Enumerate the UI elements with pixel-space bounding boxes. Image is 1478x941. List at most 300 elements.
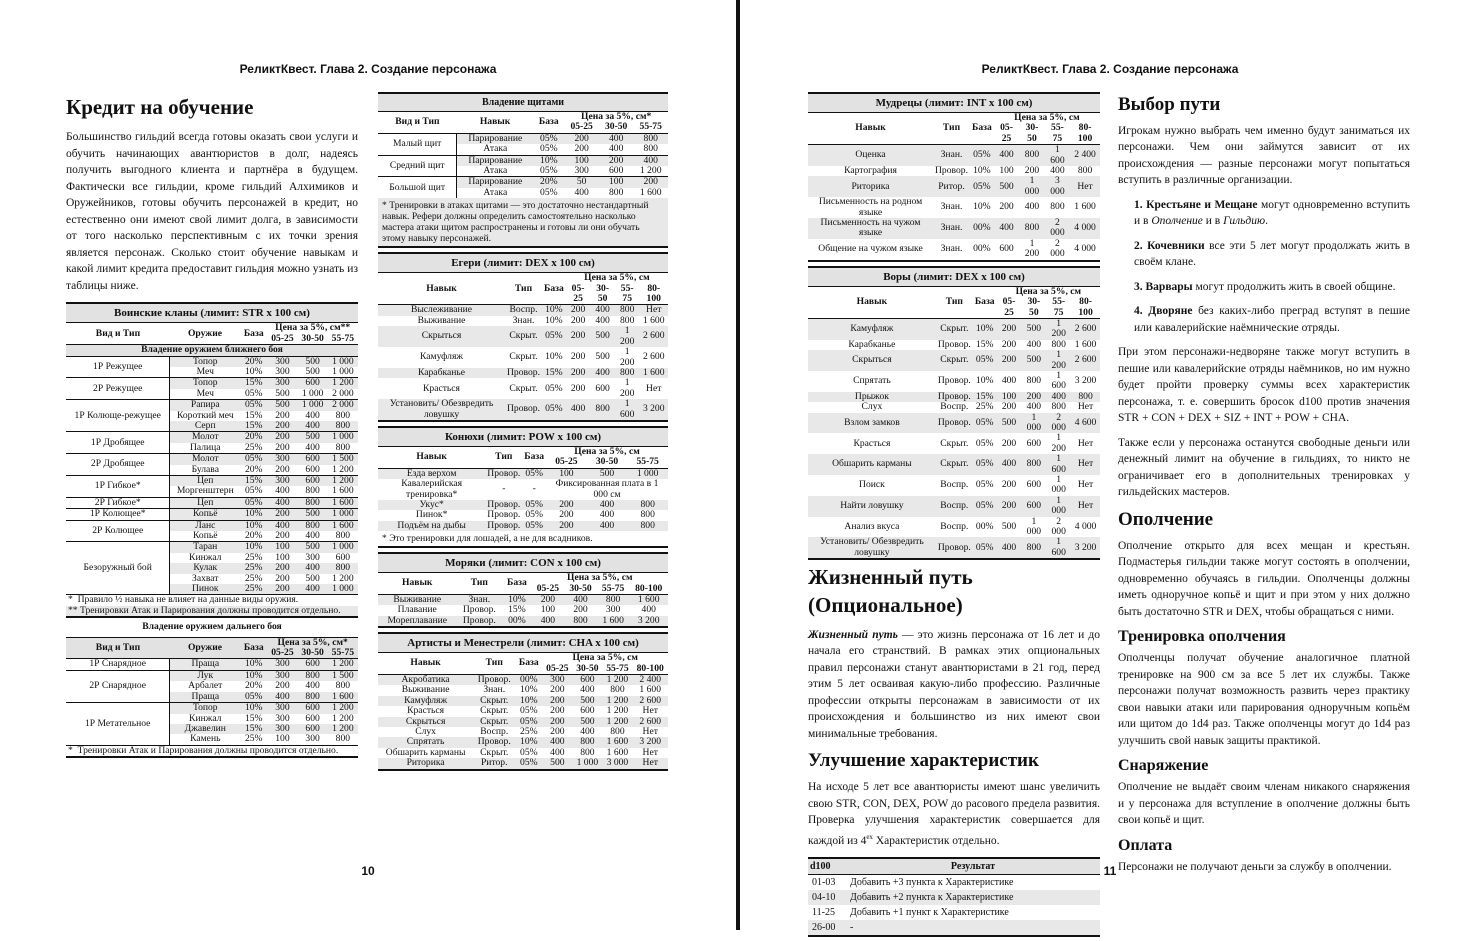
table-cell: Захват [192, 572, 219, 584]
table-row [808, 239, 1100, 260]
table-cell: 200 [275, 680, 290, 692]
table-header-cell: Навык [378, 447, 485, 468]
table-cell: 800 [335, 680, 351, 692]
table-cell: 500 [997, 413, 1022, 434]
table-cell: 00% [975, 520, 994, 532]
table-cell: 1 000 [572, 758, 602, 768]
table-cell: Знан. [512, 314, 535, 326]
table-cell: 400 [298, 421, 328, 432]
table-cell: Скрыт. [936, 454, 973, 475]
table-cell: 800 [335, 733, 351, 745]
left-page [0, 0, 736, 930]
table-cell: 1 000 [627, 468, 668, 479]
table-cell: 200 [564, 133, 599, 144]
table-cell: Провор. [935, 165, 968, 177]
table-cell: 400 [298, 563, 328, 573]
table-cell: 1 000 [1019, 176, 1044, 197]
sailors-caption: Моряки (лимит: CON x 100 см) [378, 552, 668, 573]
table-header-cell: Тип [505, 273, 542, 305]
table-cell: 15% [542, 368, 566, 378]
table-cell: 20% [533, 177, 564, 188]
table-cell: 15% [240, 475, 267, 486]
table-header-cell: 30-50 [564, 584, 597, 595]
pay-title: Оплата [1118, 836, 1173, 854]
table-cell: 200 [550, 684, 565, 696]
table-cell: Акробатика [378, 675, 473, 686]
table-cell: 600 [595, 382, 610, 394]
hunters-table [378, 252, 668, 422]
table-cell: 1 200 [328, 475, 358, 486]
table-header-cell: 55-75 [602, 664, 632, 675]
table-cell: Воспр. [940, 479, 969, 491]
table-cell: 800 [335, 409, 351, 421]
table-cell: Скрыт. [936, 350, 973, 371]
table-cell: 200 [267, 563, 297, 573]
table-cell: 15% [240, 724, 267, 734]
table-cell: 400 [574, 186, 589, 198]
table-row [808, 433, 1100, 454]
table-cell: 800 [1051, 338, 1066, 350]
table-cell: 800 [1051, 401, 1066, 413]
table-cell: Скрыт. [936, 318, 973, 339]
table-cell: Езда верхом [378, 468, 485, 479]
table-header-cell: 80-100 [639, 284, 668, 305]
pay-text: Персонажи не получают деньги за службу в ополчении. [1118, 860, 1392, 873]
table-row [66, 606, 358, 617]
table-cell: Скрыт. [509, 382, 538, 394]
sages-table [808, 92, 1100, 262]
table-cell: 20% [240, 356, 267, 367]
table-row [808, 413, 1100, 434]
table-cell: 200 [550, 705, 565, 717]
thieves-table [808, 266, 1100, 561]
table-cell: 200 [267, 509, 297, 520]
table-cell: Карабканье [378, 368, 505, 378]
table-cell: 1Р Режущее [66, 356, 170, 378]
table-cell: 25% [244, 733, 263, 745]
table-header-cell: Тип [485, 447, 522, 468]
table-cell: 600 [298, 703, 328, 714]
table-cell: 1 600 [1074, 338, 1097, 350]
gear-text: Ополчение не выдаёт своим членам никакого снаряжения и у персонажа для вступление в ополчение должны быть свои копьё и щит. [1118, 781, 1410, 827]
table-cell: 200 [997, 496, 1022, 517]
table-cell: Риторика [808, 176, 933, 197]
table-cell: Камуфляж [378, 696, 473, 706]
gear-title: Снаряжение [1118, 757, 1209, 775]
table-cell: Провор. [456, 616, 502, 626]
table-cell: 3 000 [602, 758, 632, 768]
table-cell: 400 [1026, 401, 1042, 413]
table-cell: 1 200 [619, 377, 635, 399]
table-cell: Арбалет [188, 680, 223, 692]
page-number: 10 [361, 864, 375, 878]
table-cell: 3 200 [629, 616, 668, 626]
table-cell: 800 [627, 521, 668, 531]
warrior-caption: Воинские кланы (лимит: STR x 100 см) [66, 302, 358, 323]
table-cell: 10% [240, 670, 267, 681]
table-cell: 00% [970, 218, 994, 239]
table-cell: 300 [267, 659, 297, 670]
table-cell: 800 [608, 186, 624, 198]
table-cell: 500 [590, 326, 615, 347]
table-cell: 500 [298, 432, 328, 443]
table-cell: 05% [522, 521, 546, 531]
table-cell: 100 [540, 604, 556, 616]
table-cell: Найти ловушку [808, 496, 936, 517]
table-cell: 25% [244, 572, 263, 584]
table-cell: Выживание [401, 684, 450, 696]
table-row [808, 920, 1100, 935]
table-cell: 1Р Дробящее [66, 432, 170, 454]
table-cell: Провор. [487, 498, 521, 510]
table-cell: 200 [550, 726, 565, 738]
table-cell: 1 600 [639, 368, 668, 378]
table-cell: 500 [587, 468, 628, 479]
table-header-cell: 05-25 [997, 297, 1022, 318]
table-cell: 25% [244, 441, 263, 453]
hunters-caption: Егери (лимит: DEX x 100 см) [378, 252, 668, 273]
table-cell: 05% [240, 454, 267, 465]
table-cell: 00% [973, 243, 991, 255]
table-cell: 1 500 [328, 454, 358, 465]
table-cell: Слух [861, 401, 883, 413]
table-cell: Провор. [937, 390, 971, 402]
table-cell: 20% [244, 463, 263, 475]
table-cell: 200 [267, 432, 297, 443]
table-cell: Красться [407, 705, 445, 717]
table-cell: 4 600 [1071, 413, 1100, 434]
table-cell: Установить/ Обезвредить ловушку [808, 537, 936, 558]
table-cell: 300 [275, 365, 290, 377]
table-header-cell: Навык [457, 112, 533, 133]
table-cell: 11-25 [812, 906, 835, 918]
table-cell: Поиск [859, 479, 885, 491]
table-cell: 200 [559, 509, 574, 521]
table-cell: 200 [1001, 479, 1017, 491]
table-cell: 15% [244, 409, 263, 421]
table-cell: Цеп [170, 475, 240, 486]
table-cell: 2 600 [632, 717, 668, 727]
table-header-cell: 55-75 [633, 122, 668, 133]
table-cell: 800 [597, 595, 630, 606]
table-cell: 1 200 [1051, 432, 1066, 454]
table-cell: 400 [542, 737, 572, 747]
table-cell: 800 [610, 684, 625, 696]
table-cell: 400 [633, 155, 668, 166]
table-cell: 300 [267, 703, 297, 714]
table-header-cell: Навык [378, 273, 505, 305]
table-cell: 200 [1001, 437, 1017, 449]
table-row [808, 537, 1100, 558]
training-text: Ополченцы получат обучение аналогичное платной тренировке на 900 см за все 5 лет их службы. Также персонажи получат возможность развить через практику свои навыки атаки или парирования одноручным копьём или щитом до 1d4 раз. Также ополченцы могут до 1d4 раз улучшить свой навык защиты практикой. [1118, 652, 1410, 747]
table-header-cell: 30-50 [298, 334, 328, 345]
shields-note: * Тренировки в атаках щитами — это достаточно нестандартный навык. Рефери должны определить самостоятельно насколько мастера атаки щитом распространены и готовы ли они обучать этому навыку персонажей. [378, 198, 668, 246]
table-cell: 05% [973, 454, 997, 475]
table-cell: 300 [267, 475, 297, 486]
table-cell: 1 200 [328, 659, 358, 670]
table-cell: 100 [275, 551, 290, 563]
table-cell: 2 000 [328, 400, 358, 411]
table-cell: 300 [267, 670, 297, 681]
table-cell: 1 000 [1046, 496, 1071, 517]
table-cell: 05% [533, 133, 564, 144]
table-row [808, 371, 1100, 392]
table-cell: 50 [564, 177, 599, 188]
table-cell: 1 000 [298, 400, 328, 411]
table-cell: Провор. [487, 467, 521, 479]
table-cell: Нет [1071, 454, 1100, 475]
right-column-2 [1118, 92, 1410, 883]
table-cell: Скрыт. [505, 326, 542, 347]
table-header-cell: d100 [808, 859, 846, 875]
table-cell: 400 [305, 409, 320, 421]
table-row [808, 496, 1100, 517]
table-cell: Провор. [937, 375, 971, 387]
table-header-cell: База [533, 112, 564, 133]
table-cell: 400 [267, 497, 297, 508]
table-cell: Нет [642, 726, 658, 738]
table-cell: Знан. [933, 218, 970, 239]
table-header-cell: Навык [808, 287, 936, 319]
table-cell: Нет [639, 305, 668, 316]
table-cell: 05% [520, 746, 538, 758]
table-cell: 800 [1071, 392, 1100, 402]
table-cell: 10% [545, 351, 563, 363]
table-cell: 400 [587, 521, 628, 531]
table-cell: 800 [590, 399, 615, 420]
table-cell: 300 [605, 604, 621, 616]
table-cell: Провор. [505, 399, 542, 420]
table-header-cell: База [522, 447, 546, 468]
table-cell: 2 000 [1045, 218, 1070, 239]
table-cell: 10% [973, 318, 997, 339]
table-cell: Фиксированная плата в 1 000 см [555, 478, 659, 500]
table-cell: Спрятать [378, 737, 473, 747]
table-header-cell: 05-25 [542, 664, 572, 675]
table-cell: 1 200 [1046, 318, 1071, 339]
table-cell: 1 200 [332, 712, 354, 724]
table-header-cell: База [515, 653, 542, 674]
table-cell: 3 200 [1071, 537, 1100, 558]
table-cell: 600 [298, 659, 328, 670]
table-cell: 2 400 [632, 675, 668, 686]
table-cell: 800 [610, 726, 625, 738]
path-text-3: Также если у персонажа останутся свободные деньги или денежный лимит на обучение в гильдиях, то никто не ограничивает его в дополнительных тренировках у гильдейских мастеров. [1118, 436, 1410, 499]
table-header-cell: 05-25 [994, 123, 1019, 144]
table-cell: 100 [564, 155, 599, 166]
table-header-cell: 30-50 [572, 664, 602, 675]
table-cell: 05% [522, 468, 546, 479]
table-cell: 500 [572, 696, 602, 706]
table-cell: 1 000 [1021, 413, 1046, 434]
table-cell: 1 600 [328, 497, 358, 508]
table-cell: 400 [590, 305, 615, 316]
table-cell: 05% [244, 485, 263, 497]
table-header-row [378, 573, 668, 583]
table-cell: Воспр. [940, 520, 969, 532]
table-cell: 400 [305, 530, 320, 542]
table-cell: 400 [641, 604, 656, 616]
table-header-cell: 30-50 [1019, 123, 1044, 144]
table-cell: 2Р Снарядное [66, 670, 170, 702]
table-cell: 25% [240, 563, 267, 573]
left-column-2 [378, 92, 668, 775]
table-cell: 500 [572, 717, 602, 727]
table-cell: 1 200 [606, 705, 629, 717]
credit-text: Большинство гильдий всегда готовы оказать свои услуги и обучить начинающих авантюристов в долг, надеясь получить выгодного клиента и партнёра в будущем. Фактически все гильдии, кроме гильдий Алхимиков и Оружейников, готовы обучить персонажей в кредит, но естественно они имеют свой лимит долга, в зависимости от того насколько перспективным с их точки зрения является персонаж. Сколько стоит обучение навыкам и какой лимит кредита предоставит гильдия можно узнать из таблицы ниже. [66, 131, 358, 292]
table-cell: 400 [532, 616, 565, 626]
table-cell: 400 [267, 692, 297, 703]
table-cell: 200 [267, 421, 297, 432]
table-cell: 500 [1021, 350, 1046, 371]
table-cell: 400 [590, 368, 615, 378]
table-cell: 800 [627, 500, 668, 510]
table-cell: Владение оружием ближнего боя [66, 345, 358, 356]
table-cell: 2 600 [642, 351, 665, 363]
left-column-1 [66, 92, 358, 762]
table-cell: Выслеживание [378, 305, 505, 316]
table-cell: 200 [999, 201, 1014, 213]
table-cell: 1Р Колюще-режущее [66, 400, 170, 432]
table-cell: 200 [542, 696, 572, 706]
table-cell: 200 [1024, 165, 1040, 177]
table-cell: Топор [170, 378, 240, 389]
table-cell: Картография [844, 165, 897, 177]
table-header-cell: 80-100 [1070, 123, 1100, 144]
table-cell: 300 [574, 165, 589, 177]
table-header-cell: 05-25 [267, 648, 297, 659]
table-cell: Атака [483, 143, 508, 155]
table-cell: 800 [335, 530, 351, 542]
table-cell: 1 000 [328, 542, 358, 553]
table-cell: 1 500 [328, 670, 358, 681]
table-header-cell: 30-50 [599, 122, 634, 133]
table-cell: 4 000 [1074, 243, 1096, 255]
table-cell: 500 [298, 542, 328, 553]
table-cell: 300 [305, 733, 320, 745]
table-cell: ** Тренировки Атак и Парирования должны проводится отдельно. [66, 606, 358, 617]
table-row [66, 745, 358, 756]
table-cell: Булава [191, 463, 219, 475]
table-cell: 200 [532, 595, 565, 606]
table-cell: 800 [1019, 218, 1044, 239]
table-cell: 400 [580, 684, 595, 696]
table-cell: 300 [267, 454, 297, 465]
table-cell: 800 [572, 737, 602, 747]
table-cell: 1 600 [606, 746, 629, 758]
table-cell: 800 [643, 143, 658, 155]
table-cell: 500 [267, 400, 297, 411]
table-cell: 1 600 [597, 616, 630, 626]
table-cell: 800 [1026, 375, 1042, 387]
table-cell: 200 [275, 572, 290, 584]
table-cell: Спрятать [853, 375, 891, 387]
table-cell: 600 [298, 475, 328, 486]
table-cell: - [846, 920, 1100, 935]
table-cell: Меч [196, 365, 214, 377]
table-cell: 600 [298, 454, 328, 465]
table-cell: Обшарить карманы [385, 746, 466, 758]
table-cell: 400 [608, 143, 624, 155]
table-cell: Ритор. [933, 176, 970, 197]
table-cell: 1 200 [602, 717, 632, 727]
table-cell: 04-10 [808, 890, 846, 905]
table-cell: Пинок [170, 584, 240, 595]
table-row [808, 176, 1100, 197]
table-cell: 200 [1001, 338, 1017, 350]
table-cell: 200 [1001, 401, 1017, 413]
table-cell: 10% [533, 155, 564, 166]
table-cell: Кавалерийская тренировка* [401, 478, 463, 500]
table-header-cell: 05-25 [546, 457, 587, 468]
table-cell: * Правило ½ навыка не влияет на данные виды оружия. [66, 595, 358, 606]
table-cell: 600 [298, 724, 328, 734]
sages-caption: Мудрецы (лимит: INT x 100 см) [808, 92, 1100, 113]
table-cell: 800 [298, 692, 328, 703]
table-cell: 400 [599, 133, 634, 144]
table-header-cell: База [240, 637, 267, 659]
table-cell: 1 200 [328, 703, 358, 714]
table-cell: 2 000 [1051, 515, 1066, 538]
table-cell: 1 000 [328, 432, 358, 443]
table-cell: 05% [542, 326, 566, 347]
table-cell: 05% [525, 509, 543, 521]
militia-text: Ополчение открыто для всех мещан и крестьян. Подмастерья гильдии также могут состоять в ополчении, одновременно обучаясь в гильдии. Ополченцы должны иметь одноручное копьё и щит и при этом у них должно быть достаточно STR и DEX, чтобы обращаться с ними. [1118, 539, 1410, 618]
table-cell: Меч [196, 387, 214, 399]
table-cell: 05% [973, 537, 997, 558]
table-cell: Праща [170, 659, 240, 670]
table-cell: Парирование [457, 133, 533, 144]
table-header-cell: Цена за 5%, см* [267, 637, 358, 648]
table-row [66, 617, 358, 637]
table-cell: Скрыт. [473, 696, 515, 706]
table-cell: 01-03 [812, 876, 836, 888]
table-cell: 10% [244, 365, 263, 377]
table-cell: 100 [546, 468, 587, 479]
table-cell: - [502, 483, 506, 495]
table-row [378, 616, 668, 626]
table-cell: Праща [170, 692, 240, 703]
table-cell: 1 600 [1046, 454, 1071, 475]
table-cell: 500 [298, 509, 328, 520]
table-header-cell: 05-25 [564, 122, 599, 133]
table-cell: Скрыт. [509, 351, 538, 363]
table-cell: 500 [1021, 318, 1046, 339]
table-header-cell: База [542, 273, 566, 305]
table-header-cell: Вид и Тип [378, 112, 457, 133]
life-text: Жизненный путь — это жизнь персонажа от 16 лет и до начала его странствий. В рамках этих опциональных правил персонажи станут авантюристами в 21 год, перед этим 5 лет осваивая какую-либо профессию. Различные профессии открыты персонажам в зависимости от их происхождения и большинство из них имеют свои минимальные требования. [808, 628, 1100, 740]
table-header-cell: Навык [808, 113, 933, 145]
table-cell: 1 000 [328, 356, 358, 367]
table-cell: 2 000 [1050, 237, 1065, 260]
table-cell: 3 200 [1074, 375, 1097, 387]
table-cell: 1 200 [1024, 237, 1040, 260]
table-cell: Прыжок [808, 392, 936, 402]
table-row [808, 517, 1100, 538]
table-cell: Парирование [457, 155, 533, 166]
table-row [808, 402, 1100, 412]
table-cell: 200 [570, 314, 586, 326]
table-header-cell: 55-75 [615, 284, 640, 305]
table-header-cell: Цена за 5%, см [584, 272, 650, 284]
page-divider [736, 0, 740, 930]
right-column-1 [808, 92, 1100, 941]
table-cell: 1 200 [619, 346, 635, 368]
table-cell: 200 [566, 368, 591, 378]
artists-table [378, 632, 668, 770]
table-cell: 1 200 [332, 463, 354, 475]
table-cell: 25% [244, 551, 263, 563]
